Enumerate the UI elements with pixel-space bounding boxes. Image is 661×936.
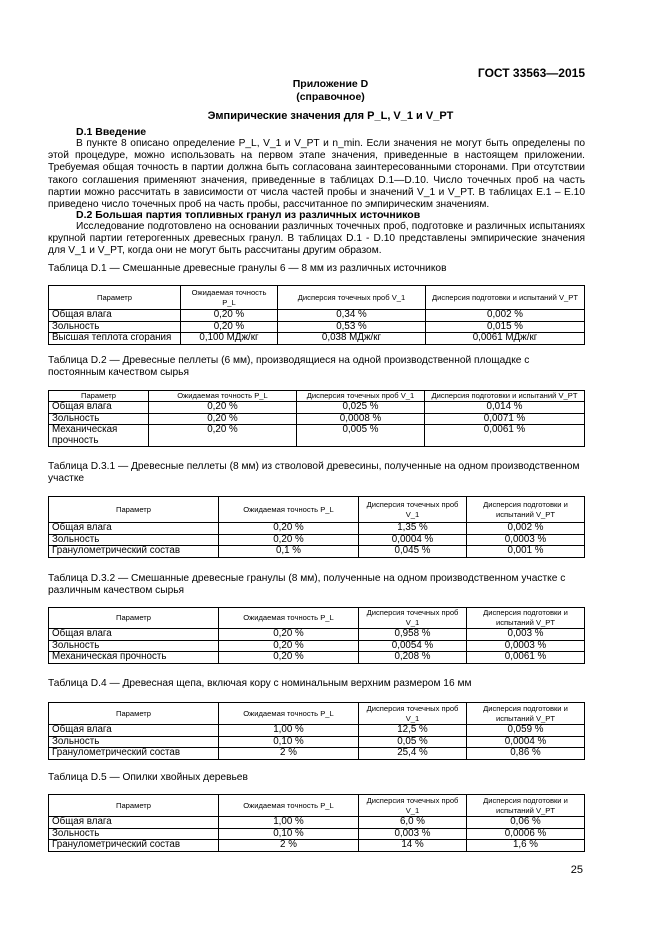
table-cell: 0,0061 % — [425, 425, 585, 447]
table-header-row — [49, 391, 585, 402]
page-number: 25 — [570, 864, 583, 876]
table-row — [49, 652, 585, 664]
document-id: ГОСТ 33563—2015 — [477, 66, 585, 80]
table-cell: 0,025 % — [297, 402, 425, 414]
column-header: Параметр — [49, 286, 181, 310]
table-cell: 0,20 % — [181, 310, 278, 322]
table-cell: Зольность — [49, 413, 149, 425]
section-heading-d2: D.2 Большая партия топливных гранул из различных источников — [76, 209, 421, 221]
column-header: Дисперсия точечных проб V_1 — [359, 608, 467, 629]
table-d3-2 — [48, 607, 585, 664]
table-cell: Высшая теплота сгорания — [49, 333, 181, 345]
table-header-row — [49, 608, 585, 629]
table-row — [49, 546, 585, 558]
table-cell: 0,34 % — [278, 310, 426, 322]
section-text-d1: В пункте 8 описано определение P_L, V_1 и V_PT и n_min. Если значения не могут быть определены по этой процедуре, можно использовать на первом этапе значения, приведенные в настоящем приложении. Требуемая общая точность в партии должна быть согласована заинтересованными сторонами. При отсутствии такого соглашения применяют значения, приведенные в таблицах D.1—D.10. Число точечных проб на часть партии можно рассчитать в зависимости от числа частей пробы и значений V_1 и V_PT. В таблицах Е.1 – Е.10 приведено число точечных проб на часть пробы, рассчитанное по эмпирическим значениям. — [48, 138, 585, 211]
table-row — [49, 333, 585, 345]
table-cell: 25,4 % — [359, 748, 467, 760]
table-cell: 0,20 % — [219, 629, 359, 641]
table-cell: 1,00 % — [219, 725, 359, 737]
column-header: Ожидаемая точность P_L — [219, 608, 359, 629]
table-d5 — [48, 794, 585, 852]
table-header-row — [49, 703, 585, 725]
appendix-subtitle: (справочное) — [296, 91, 365, 103]
table-d2 — [48, 390, 585, 447]
table-cell: Зольность — [49, 321, 181, 333]
table-cell: Механическая прочность — [49, 425, 149, 447]
table-row — [49, 840, 585, 852]
table-cell: Зольность — [49, 640, 219, 652]
column-header: Дисперсия точечных проб V_1 — [359, 703, 467, 725]
table-row — [49, 629, 585, 641]
column-header: Дисперсия точечных проб V_1 — [359, 795, 467, 817]
table-cell: 0,0006 % — [467, 828, 585, 840]
table-cell: Общая влага — [49, 310, 181, 322]
table-cell: 0,20 % — [219, 652, 359, 664]
table-cell: Зольность — [49, 828, 219, 840]
table-cell: 0,003 % — [467, 629, 585, 641]
table-cell: 0,0061 % — [467, 652, 585, 664]
table-cell: 0,958 % — [359, 629, 467, 641]
column-header: Дисперсия подготовки и испытаний V_PT — [425, 391, 585, 402]
table-cell: Общая влага — [49, 629, 219, 641]
column-header: Ожидаемая точность P_L — [219, 795, 359, 817]
table-row — [49, 413, 585, 425]
table-cell: 2 % — [219, 840, 359, 852]
column-header: Дисперсия точечных проб V_1 — [278, 286, 426, 310]
column-header: Дисперсия подготовки и испытаний V_PT — [467, 703, 585, 725]
column-header: Дисперсия подготовки и испытаний V_PT — [467, 795, 585, 817]
table-cell: 0,20 % — [181, 321, 278, 333]
table-cell: 0,014 % — [425, 402, 585, 414]
table-caption: Таблица D.2 — Древесные пеллеты (6 мм), производящиеся на одной производственной площадке с постоянным качеством сырья — [48, 355, 530, 379]
table-cell: 1,35 % — [359, 523, 467, 535]
table-cell: 12,5 % — [359, 725, 467, 737]
table-cell: 0,0071 % — [425, 413, 585, 425]
table-cell: 0,0003 % — [467, 534, 585, 546]
table-cell: 0,0004 % — [467, 736, 585, 748]
table-d4 — [48, 702, 585, 760]
section-text-d2: Исследование подготовлено на основании различных точечных проб, подготовке и различных испытаниях крупной партии гетерогенных древесных гранул. В таблицах D.1 - D.10 представлены эмпирические значения для V_1 и V_PT, когда они не могут быть рассчитаны другим образом. — [48, 221, 585, 257]
table-cell: 14 % — [359, 840, 467, 852]
table-cell: Гранулометрический состав — [49, 546, 219, 558]
table-caption: Таблица D.4 — Древесная щепа, включая кору с номинальным верхним размером 16 мм — [48, 678, 472, 689]
table-cell: 1,6 % — [467, 840, 585, 852]
table-row — [49, 402, 585, 414]
table-row — [49, 817, 585, 829]
table-cell: 0,0003 % — [467, 640, 585, 652]
table-cell: 0,20 % — [149, 425, 297, 447]
table-cell: 0,53 % — [278, 321, 426, 333]
column-header: Ожидаемая точность P_L — [219, 497, 359, 523]
table-cell: Гранулометрический состав — [49, 748, 219, 760]
table-cell: 0,005 % — [297, 425, 425, 447]
table-row — [49, 534, 585, 546]
table-row — [49, 310, 585, 322]
table-header-row — [49, 286, 585, 310]
column-header: Параметр — [49, 608, 219, 629]
column-header: Ожидаемая точность P_L — [219, 703, 359, 725]
table-cell: Механическая прочность — [49, 652, 219, 664]
table-row — [49, 725, 585, 737]
table-cell: 0,002 % — [467, 523, 585, 535]
table-cell: 2 % — [219, 748, 359, 760]
section-heading-d1: D.1 Введение — [76, 126, 147, 138]
column-header: Дисперсия точечных проб V_1 — [297, 391, 425, 402]
table-cell: 0,015 % — [426, 321, 585, 333]
table-d3-1 — [48, 496, 585, 558]
table-header-row — [49, 497, 585, 523]
table-row — [49, 748, 585, 760]
appendix-heading — [0, 78, 661, 104]
table-cell: 0,208 % — [359, 652, 467, 664]
table-cell: Зольность — [49, 736, 219, 748]
table-cell: 0,0054 % — [359, 640, 467, 652]
column-header: Дисперсия подготовки и испытаний V_PT — [467, 497, 585, 523]
table-caption: Таблица D.3.1 — Древесные пеллеты (8 мм) из стволовой древесины, полученные на одном производственном участке — [48, 461, 580, 485]
table-cell: 0,059 % — [467, 725, 585, 737]
table-cell: 0,86 % — [467, 748, 585, 760]
table-cell: 0,20 % — [219, 534, 359, 546]
table-row — [49, 523, 585, 535]
table-caption: Таблица D.5 — Опилки хвойных деревьев — [48, 772, 248, 783]
table-cell: 0,20 % — [219, 640, 359, 652]
table-row — [49, 321, 585, 333]
table-cell: 0,038 МДж/кг — [278, 333, 426, 345]
column-header: Ожидаемая точность P_L — [149, 391, 297, 402]
table-row — [49, 736, 585, 748]
table-cell: 0,0008 % — [297, 413, 425, 425]
table-cell: Общая влага — [49, 523, 219, 535]
table-cell: 0,06 % — [467, 817, 585, 829]
column-header: Параметр — [49, 703, 219, 725]
table-cell: Общая влага — [49, 725, 219, 737]
table-cell: 0,05 % — [359, 736, 467, 748]
page-title: Эмпирические значения для P_L, V_1 и V_PT — [207, 110, 454, 122]
table-cell: 0,100 МДж/кг — [181, 333, 278, 345]
table-cell: 0,20 % — [219, 523, 359, 535]
table-cell: 0,20 % — [149, 413, 297, 425]
table-cell: 0,10 % — [219, 736, 359, 748]
table-cell: Зольность — [49, 534, 219, 546]
table-cell: 0,1 % — [219, 546, 359, 558]
column-header: Дисперсия подготовки и испытаний V_PT — [467, 608, 585, 629]
table-cell: Гранулометрический состав — [49, 840, 219, 852]
column-header: Дисперсия подготовки и испытаний V_PT — [426, 286, 585, 310]
appendix-title: Приложение D — [292, 78, 369, 90]
table-row — [49, 828, 585, 840]
table-row — [49, 425, 585, 447]
column-header: Дисперсия точечных проб V_1 — [359, 497, 467, 523]
table-cell: Общая влага — [49, 817, 219, 829]
table-d1 — [48, 285, 585, 345]
table-cell: 0,0004 % — [359, 534, 467, 546]
table-cell: 0,045 % — [359, 546, 467, 558]
table-header-row — [49, 795, 585, 817]
table-cell: 0,10 % — [219, 828, 359, 840]
column-header: Параметр — [49, 497, 219, 523]
table-caption: Таблица D.1 — Смешанные древесные гранулы 6 — 8 мм из различных источников — [48, 263, 447, 274]
column-header: Ожидаемая точность P_L — [181, 286, 278, 310]
table-row — [49, 640, 585, 652]
column-header: Параметр — [49, 795, 219, 817]
table-cell: 0,003 % — [359, 828, 467, 840]
table-cell: 0,002 % — [426, 310, 585, 322]
table-cell: 0,0061 МДж/кг — [426, 333, 585, 345]
table-cell: 6,0 % — [359, 817, 467, 829]
column-header: Параметр — [49, 391, 149, 402]
table-cell: 0,20 % — [149, 402, 297, 414]
table-caption: Таблица D.3.2 — Смешанные древесные гранулы (8 мм), полученные на одном производственном участке с различным качеством сырья — [48, 573, 566, 597]
table-cell: Общая влага — [49, 402, 149, 414]
table-cell: 0,001 % — [467, 546, 585, 558]
table-cell: 1,00 % — [219, 817, 359, 829]
